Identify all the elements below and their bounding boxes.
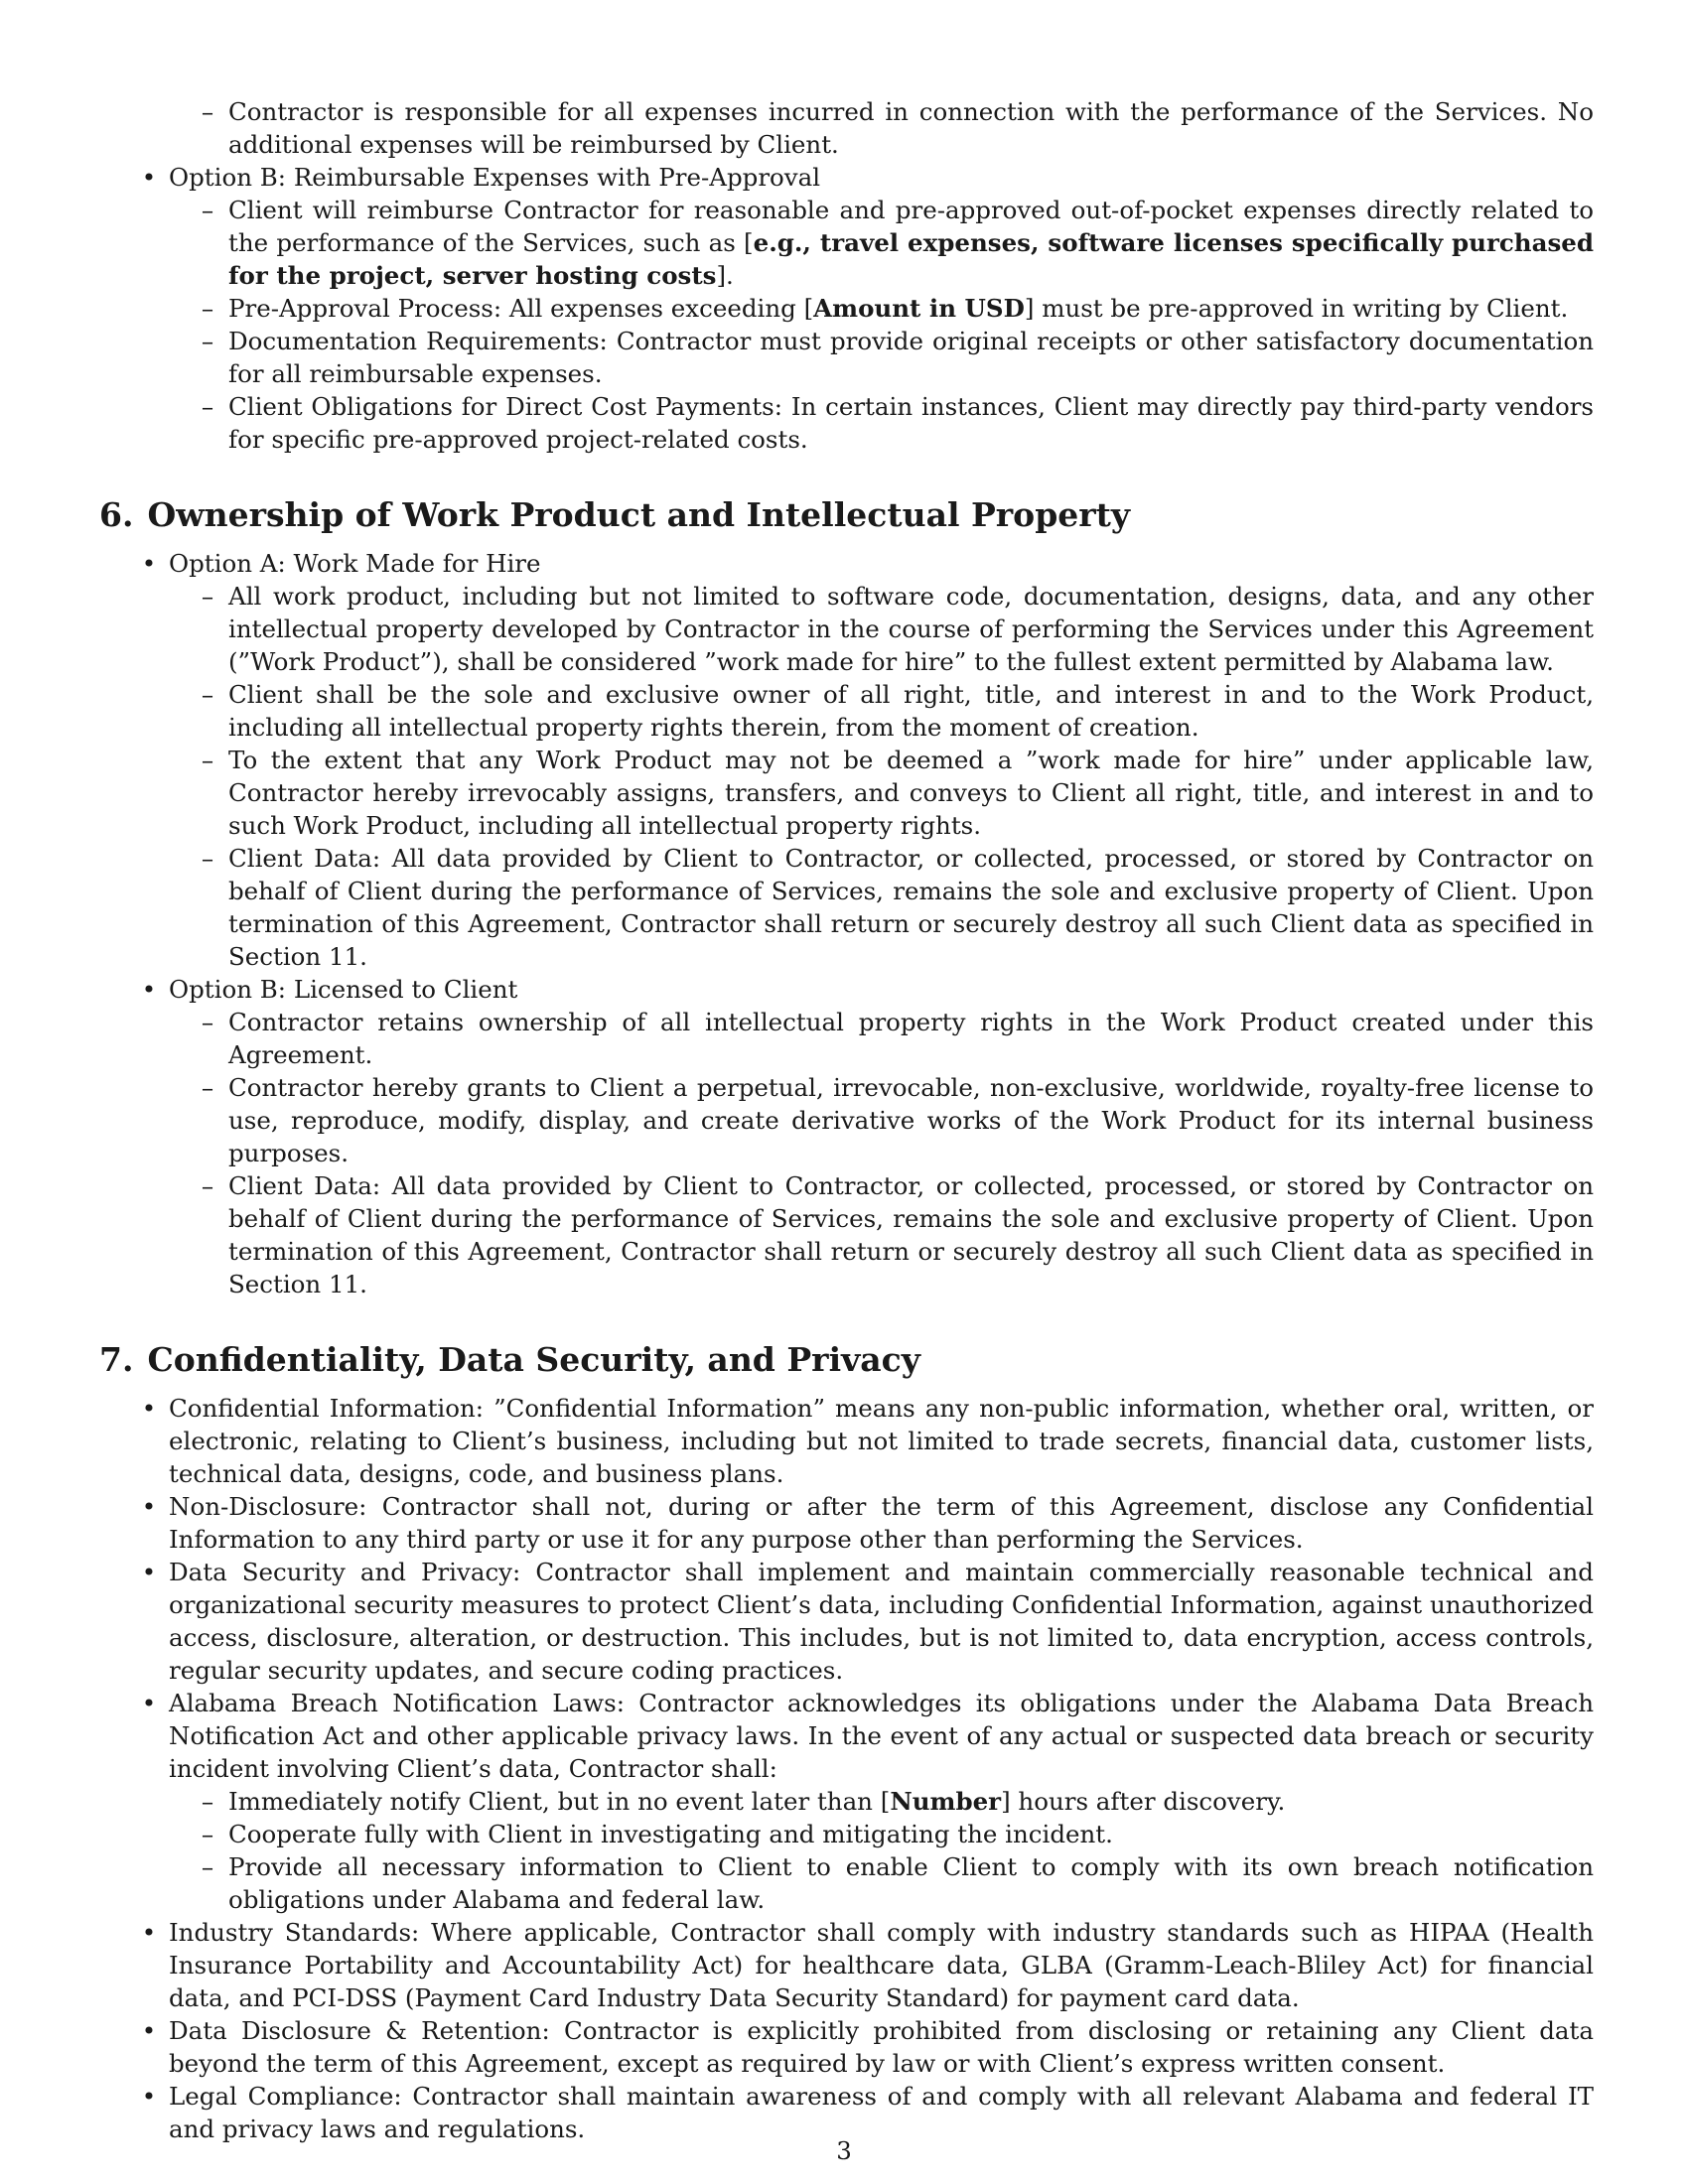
section-6 bbox=[99, 495, 1594, 1300]
bullet-item bbox=[99, 1687, 1594, 1785]
dash-marker: – bbox=[201, 1073, 214, 1102]
bullet-item bbox=[99, 1490, 1594, 1556]
section-title: Confidentiality, Data Security, and Privacy bbox=[147, 1340, 920, 1379]
bullet-marker: • bbox=[141, 163, 157, 192]
dash-item bbox=[99, 1785, 1594, 1818]
placeholder-bold: e.g., travel expenses, software licenses specifically purchased for the project, server hosting costs bbox=[228, 228, 1594, 290]
item-text: Option B: Reimbursable Expenses with Pre-Approval bbox=[169, 163, 821, 192]
item-text bbox=[228, 194, 1594, 292]
item-text: Contractor is responsible for all expenses incurred in connection with the performance of the Services. No additional expenses will be reimbursed by Client. bbox=[228, 97, 1594, 159]
dash-item bbox=[99, 580, 1594, 678]
confidentiality-list bbox=[99, 1392, 1594, 2145]
dash-item bbox=[99, 1071, 1594, 1169]
expenses-continuation bbox=[99, 95, 1594, 456]
item-text: Client Obligations for Direct Cost Payments: In certain instances, Client may directly pay third-party vendors for specific pre-approved project-related costs. bbox=[228, 392, 1594, 454]
bullet-item bbox=[99, 547, 1594, 580]
dash-item bbox=[99, 292, 1594, 325]
item-text: Alabama Breach Notification Laws: Contractor acknowledges its obligations under the Alabama Data Breach Notification Act and other applicable privacy laws. In the event of any actual or suspected data breach or security incident involving Client’s data, Contractor shall: bbox=[169, 1689, 1594, 1783]
dash-item bbox=[99, 194, 1594, 292]
section-7 bbox=[99, 1340, 1594, 2145]
item-text: Client Data: All data provided by Client to Contractor, or collected, processed, or stored by Contractor on behalf of Client during the performance of Services, remains the sole and exclusive property of Client. Upon termination of this Agreement, Contractor shall return or securely destroy all such Client data as specified in Section 11. bbox=[228, 844, 1594, 971]
item-text: Contractor hereby grants to Client a perpetual, irrevocable, non-exclusive, worldwide, royalty-free license to use, reproduce, modify, display, and create derivative works of the Work Product for its internal business purposes. bbox=[228, 1073, 1594, 1167]
placeholder-bold: Number bbox=[890, 1787, 1002, 1816]
bullet-marker: • bbox=[141, 1558, 157, 1586]
bullet-marker: • bbox=[141, 1492, 157, 1521]
bullet-item bbox=[99, 1392, 1594, 1490]
item-text: Non-Disclosure: Contractor shall not, during or after the term of this Agreement, disclose any Confidential Information to any third party or use it for any purpose other than performing the Services. bbox=[169, 1492, 1594, 1554]
item-text: Option B: Licensed to Client bbox=[169, 975, 518, 1004]
item-text: All work product, including but not limited to software code, documentation, designs, data, and any other intellectual property developed by Contractor in the course of performing the Services under this Agreement (”Work Product”), shall be considered ”work made for hire” to the fullest extent permitted by Alabama law. bbox=[228, 582, 1594, 676]
dash-marker: – bbox=[201, 294, 214, 323]
dash-marker: – bbox=[201, 196, 214, 224]
bullet-item bbox=[99, 1916, 1594, 2014]
section-heading bbox=[99, 495, 1594, 535]
dash-item bbox=[99, 325, 1594, 390]
document-page bbox=[99, 95, 1594, 2145]
item-text bbox=[228, 292, 1594, 325]
dash-marker: – bbox=[201, 1852, 214, 1881]
item-text: Client Data: All data provided by Client to Contractor, or collected, processed, or stored by Contractor on behalf of Client during the performance of Services, remains the sole and exclusive property of Client. Upon termination of this Agreement, Contractor shall return or securely destroy all such Client data as specified in Section 11. bbox=[228, 1171, 1594, 1298]
dash-item bbox=[99, 1006, 1594, 1071]
dash-item bbox=[99, 842, 1594, 973]
section-number: 6. bbox=[99, 495, 134, 534]
item-text: Provide all necessary information to Client to enable Client to comply with its own breach notification obligations under Alabama and federal law. bbox=[228, 1852, 1594, 1914]
bullet-marker: • bbox=[141, 1394, 157, 1423]
bullet-marker: • bbox=[141, 975, 157, 1004]
bullet-item bbox=[99, 161, 1594, 194]
dash-marker: – bbox=[201, 844, 214, 873]
dash-marker: – bbox=[201, 1820, 214, 1848]
dash-marker: – bbox=[201, 327, 214, 355]
item-text: Contractor retains ownership of all intellectual property rights in the Work Product created under this Agreement. bbox=[228, 1008, 1594, 1069]
dash-marker: – bbox=[201, 746, 214, 774]
bullet-marker: • bbox=[141, 2016, 157, 2045]
placeholder-bold: Amount in USD bbox=[813, 294, 1025, 323]
section-title: Ownership of Work Product and Intellectual Property bbox=[147, 495, 1131, 534]
bullet-item bbox=[99, 1556, 1594, 1687]
item-text: Option A: Work Made for Hire bbox=[169, 549, 541, 578]
expenses-list bbox=[99, 95, 1594, 456]
bullet-marker: • bbox=[141, 1918, 157, 1947]
dash-item bbox=[99, 390, 1594, 456]
dash-marker: – bbox=[201, 680, 214, 709]
item-text: Cooperate fully with Client in investigating and mitigating the incident. bbox=[228, 1820, 1113, 1848]
bullet-marker: • bbox=[141, 1689, 157, 1717]
bullet-item bbox=[99, 2014, 1594, 2080]
bullet-marker: • bbox=[141, 549, 157, 578]
item-text: Confidential Information: ”Confidential Information” means any non-public information, whether oral, written, or electronic, relating to Client’s business, including but not limited to trade secrets, financial data, customer lists, technical data, designs, code, and business plans. bbox=[169, 1394, 1594, 1488]
item-text: To the extent that any Work Product may not be deemed a ”work made for hire” under applicable law, Contractor hereby irrevocably assigns, transfers, and conveys to Client all right, title, and interest in and to such Work Product, including all intellectual property rights. bbox=[228, 746, 1594, 840]
text-segment: ] hours after discovery. bbox=[1001, 1787, 1286, 1816]
dash-item bbox=[99, 678, 1594, 744]
item-text: Legal Compliance: Contractor shall maintain awareness of and comply with all relevant Alabama and federal IT and privacy laws and regulations. bbox=[169, 2082, 1594, 2143]
text-segment: ]. bbox=[716, 261, 734, 290]
dash-item bbox=[99, 95, 1594, 161]
dash-marker: – bbox=[201, 392, 214, 421]
bullet-item bbox=[99, 973, 1594, 1006]
dash-marker: – bbox=[201, 97, 214, 126]
text-segment: Pre-Approval Process: All expenses exceeding [ bbox=[228, 294, 814, 323]
dash-item bbox=[99, 744, 1594, 842]
dash-marker: – bbox=[201, 582, 214, 611]
text-segment: ] must be pre-approved in writing by Client. bbox=[1024, 294, 1569, 323]
ownership-list bbox=[99, 547, 1594, 1300]
dash-marker: – bbox=[201, 1171, 214, 1200]
item-text: Data Security and Privacy: Contractor shall implement and maintain commercially reasonable technical and organizational security measures to protect Client’s data, including Confidential Information, against unauthorized access, disclosure, alteration, or destruction. This includes, but is not limited to, data encryption, access controls, regular security updates, and secure coding practices. bbox=[169, 1558, 1594, 1685]
dash-item bbox=[99, 1818, 1594, 1850]
item-text: Client shall be the sole and exclusive owner of all right, title, and interest in and to the Work Product, including all intellectual property rights therein, from the moment of creation. bbox=[228, 680, 1594, 742]
section-number: 7. bbox=[99, 1340, 134, 1379]
dash-item bbox=[99, 1850, 1594, 1916]
item-text bbox=[228, 1785, 1594, 1818]
dash-item bbox=[99, 1169, 1594, 1300]
dash-marker: – bbox=[201, 1787, 214, 1816]
item-text: Industry Standards: Where applicable, Contractor shall comply with industry standards such as HIPAA (Health Insurance Portability and Accountability Act) for healthcare data, GLBA (Gramm-Leach-Bliley Act) for financial data, and PCI-DSS (Payment Card Industry Data Security Standard) for payment card data. bbox=[169, 1918, 1594, 2012]
item-text: Data Disclosure & Retention: Contractor is explicitly prohibited from disclosing or retaining any Client data beyond the term of this Agreement, except as required by law or with Client’s express written consent. bbox=[169, 2016, 1594, 2078]
text-segment: Client will reimburse Contractor for reasonable and pre-approved out-of-pocket expenses directly related to the performance of the Services, such as [ bbox=[228, 196, 1594, 257]
section-heading bbox=[99, 1340, 1594, 1380]
page-number: 3 bbox=[836, 2136, 852, 2165]
bullet-marker: • bbox=[141, 2082, 157, 2111]
item-text: Documentation Requirements: Contractor must provide original receipts or other satisfactory documentation for all reimbursable expenses. bbox=[228, 327, 1594, 388]
dash-marker: – bbox=[201, 1008, 214, 1036]
text-segment: Immediately notify Client, but in no event later than [ bbox=[228, 1787, 891, 1816]
